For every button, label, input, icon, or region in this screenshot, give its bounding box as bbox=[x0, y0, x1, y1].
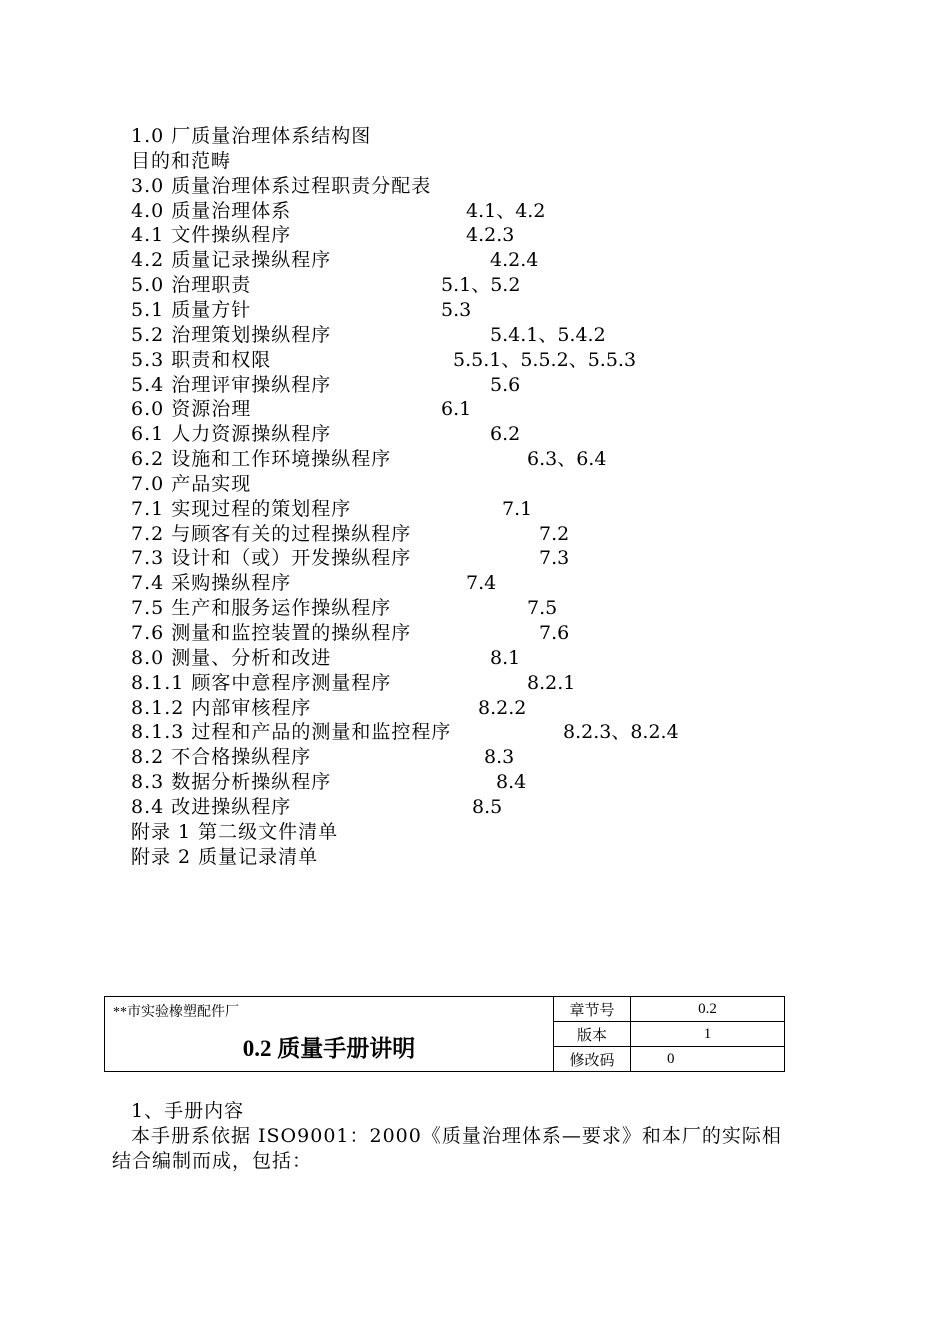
section-heading: 1、手册内容 bbox=[131, 1100, 245, 1122]
toc-entry-clause-ref: 7.4 bbox=[466, 572, 497, 595]
toc-entry-title: 目的和范畴 bbox=[131, 149, 232, 172]
document-header-table bbox=[104, 996, 785, 1072]
toc-entry-clause-ref: 5.6 bbox=[490, 373, 521, 396]
toc-entry-title: 8.4 改进操纵程序 bbox=[131, 795, 292, 818]
toc-entry-title: 附录 2 质量记录清单 bbox=[131, 845, 319, 868]
chapter-label: 章节号 bbox=[554, 997, 631, 1022]
toc-entry-title: 8.1.2 内部审核程序 bbox=[131, 696, 312, 719]
toc-entry-title: 7.1 实现过程的策划程序 bbox=[131, 497, 352, 520]
toc-entry-clause-ref: 5.1、5.2 bbox=[441, 274, 521, 297]
toc-entry-clause-ref: 8.1 bbox=[490, 646, 521, 669]
toc-entry-title: 6.0 资源治理 bbox=[131, 398, 252, 421]
toc-entry-clause-ref: 7.1 bbox=[502, 497, 533, 520]
toc-entry-title: 7.6 测量和监控装置的操纵程序 bbox=[131, 622, 412, 644]
toc-entry-title: 8.1.3 过程和产品的测量和监控程序 bbox=[131, 721, 452, 744]
toc-entry-title: 4.1 文件操纵程序 bbox=[131, 224, 292, 247]
toc-entry-title: 5.4 治理评审操纵程序 bbox=[131, 373, 332, 396]
toc-entry-title: 8.2 不合格操纵程序 bbox=[131, 746, 312, 769]
toc-entry-title: 4.2 质量记录操纵程序 bbox=[131, 249, 332, 272]
toc-entry-clause-ref: 7.6 bbox=[539, 622, 570, 644]
toc-entry-title: 5.0 治理职责 bbox=[131, 274, 252, 297]
toc-entry-clause-ref: 5.4.1、5.4.2 bbox=[490, 323, 606, 346]
toc-entry-title: 8.1.1 顾客中意程序测量程序 bbox=[131, 671, 392, 694]
toc-entry-title: 7.5 生产和服务运作操纵程序 bbox=[131, 597, 392, 620]
toc-entry-clause-ref: 6.2 bbox=[490, 423, 521, 446]
revision-label: 修改码 bbox=[554, 1047, 631, 1072]
toc-entry-clause-ref: 8.3 bbox=[484, 746, 515, 769]
toc-entry-clause-ref: 7.2 bbox=[539, 522, 570, 545]
toc-entry-clause-ref: 5.5.1、5.5.2、5.5.3 bbox=[453, 348, 637, 371]
chapter-value: 0.2 bbox=[631, 997, 785, 1022]
toc-entry-title: 7.3 设计和（或）开发操纵程序 bbox=[131, 547, 412, 570]
toc-entry-clause-ref: 4.2.3 bbox=[466, 224, 515, 247]
toc-entry-clause-ref: 8.2.3、8.2.4 bbox=[563, 721, 679, 744]
version-label: 版本 bbox=[554, 1022, 631, 1047]
toc-entry-clause-ref: 8.5 bbox=[472, 795, 503, 818]
toc-entry-title: 6.2 设施和工作环境操纵程序 bbox=[131, 448, 392, 471]
toc-entry-title: 附录 1 第二级文件清单 bbox=[131, 820, 339, 843]
toc-entry-clause-ref: 4.1、4.2 bbox=[466, 199, 546, 222]
toc-entry-clause-ref: 8.2.1 bbox=[527, 671, 576, 694]
toc-entry-clause-ref: 8.4 bbox=[496, 771, 527, 794]
toc-entry-title: 6.1 人力资源操纵程序 bbox=[131, 423, 332, 446]
revision-value: 0 bbox=[631, 1047, 785, 1072]
toc-entry-title: 7.0 产品实现 bbox=[131, 472, 252, 495]
toc-entry-clause-ref: 6.3、6.4 bbox=[527, 448, 607, 471]
toc-entry-title: 7.4 采购操纵程序 bbox=[131, 572, 292, 595]
toc-entry-title: 8.0 测量、分析和改进 bbox=[131, 646, 332, 669]
version-value: 1 bbox=[631, 1022, 785, 1047]
toc-entry-clause-ref: 7.5 bbox=[527, 597, 558, 620]
header-title-cell bbox=[105, 997, 554, 1072]
paragraph-line-2: 结合编制而成，包括： bbox=[112, 1150, 313, 1172]
toc-entry-title: 1.0 厂质量治理体系结构图 bbox=[131, 125, 372, 147]
toc-entry-clause-ref: 6.1 bbox=[441, 398, 472, 421]
toc-entry-clause-ref: 7.3 bbox=[539, 547, 570, 570]
company-name: **市实验橡塑配件厂 bbox=[113, 1005, 239, 1020]
toc-entry-title: 3.0 质量治理体系过程职责分配表 bbox=[131, 174, 432, 197]
toc-entry-clause-ref: 5.3 bbox=[441, 298, 472, 321]
toc-entry-clause-ref: 4.2.4 bbox=[490, 249, 539, 272]
manual-title: 0.2 质量手册讲明 bbox=[242, 1036, 416, 1061]
toc-entry-title: 5.2 治理策划操纵程序 bbox=[131, 323, 332, 346]
paragraph-line-1: 本手册系依据 ISO9001：2000《质量治理体系—要求》和本厂的实际相 bbox=[131, 1125, 782, 1147]
toc-entry-title: 7.2 与顾客有关的过程操纵程序 bbox=[131, 522, 412, 545]
toc-entry-title: 8.3 数据分析操纵程序 bbox=[131, 771, 332, 794]
toc-entry-title: 4.0 质量治理体系 bbox=[131, 199, 292, 222]
toc-entry-clause-ref: 8.2.2 bbox=[478, 696, 527, 719]
toc-entry-title: 5.1 质量方针 bbox=[131, 298, 252, 321]
toc-entry-title: 5.3 职责和权限 bbox=[131, 348, 272, 371]
